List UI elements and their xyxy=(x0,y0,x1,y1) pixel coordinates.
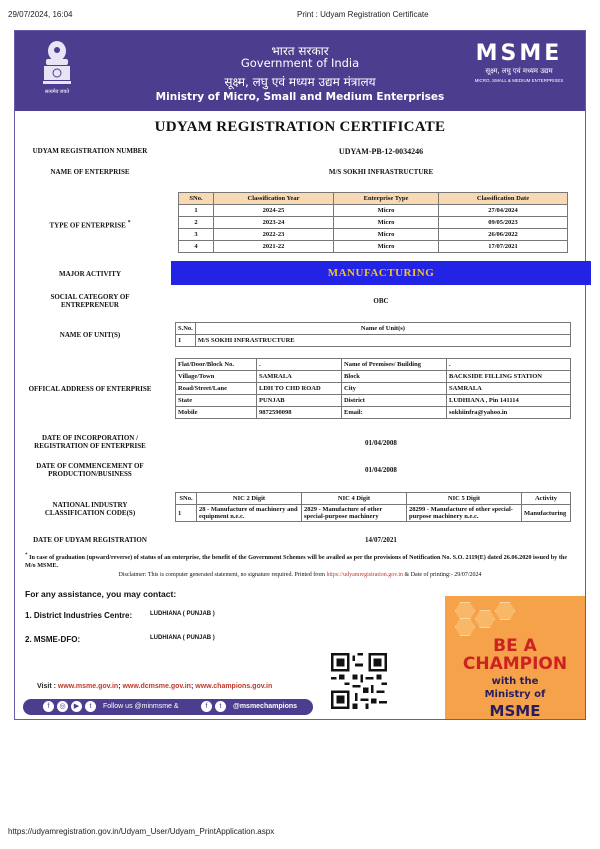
table-header-row xyxy=(176,323,571,335)
col-header: S.No. xyxy=(176,323,196,335)
table-row xyxy=(176,505,571,522)
col-header: NIC 2 Digit xyxy=(197,493,302,505)
type-footnote-mark: * xyxy=(127,220,131,226)
col-header: SNo. xyxy=(179,193,214,205)
enterprise-type-label: TYPE OF ENTERPRISE * xyxy=(49,220,131,230)
dcmsme-link[interactable]: www.dcmsme.gov.in xyxy=(122,683,191,690)
cell: . xyxy=(257,359,342,371)
table-row xyxy=(176,359,571,371)
emblem-caption: सत्यमेव जयते xyxy=(44,90,70,95)
nic-table xyxy=(175,492,571,522)
cell: 9872590098 xyxy=(257,407,342,419)
col-header: Name of Unit(s) xyxy=(195,323,570,335)
msme-logo-hindi: सूक्ष्म, लघु एवं मध्यम उद्यम xyxy=(485,67,553,75)
msme-link[interactable]: www.msme.gov.in xyxy=(57,683,119,690)
cell: Road/Street/Lane xyxy=(176,383,257,395)
print-datetime: 29/07/2024, 16:04 xyxy=(8,10,73,19)
col-header: Classification Year xyxy=(214,193,334,205)
govt-title: Government of India xyxy=(240,56,360,70)
cell: 09/05/2023 xyxy=(439,217,568,229)
champions-handle: @msmechampions xyxy=(233,703,298,710)
dic-value: LUDHIANA ( PUNJAB ) xyxy=(150,611,215,617)
print-footer-url: https://udyamregistration.gov.in/Udyam_User/Udyam_PrintApplication.aspx xyxy=(8,827,275,836)
cell: M/S SOKHI INFRASTRUCTURE xyxy=(195,335,570,347)
youtube-icon[interactable]: ▶ xyxy=(71,701,82,712)
cell: District xyxy=(342,395,447,407)
udyam-date-label: DATE OF UDYAM REGISTRATION xyxy=(33,536,147,544)
cell: . xyxy=(447,359,571,371)
col-header: Enterprise Type xyxy=(334,193,439,205)
cell: Micro xyxy=(334,217,439,229)
cell: Micro xyxy=(334,205,439,217)
champion-promo xyxy=(445,596,585,719)
cell: Block xyxy=(342,371,447,383)
cell: Manufacturing xyxy=(522,505,571,522)
udyam-date-value: 14/07/2021 xyxy=(365,536,397,544)
cell: PUNJAB xyxy=(257,395,342,407)
cell: SAMRALA xyxy=(257,371,342,383)
cell: 28 - Manufacture of machinery and equipment n.e.c. xyxy=(197,505,302,522)
hex-decoration xyxy=(495,602,515,620)
col-header: NIC 5 Digit xyxy=(407,493,522,505)
cell: 2021-22 xyxy=(214,241,334,253)
cell: Flat/Door/Block No. xyxy=(176,359,257,371)
cell: 1 xyxy=(176,505,197,522)
reg-no-label: UDYAM REGISTRATION NUMBER xyxy=(32,147,148,155)
cell: SAMRALA xyxy=(447,383,571,395)
hex-decoration xyxy=(475,610,495,628)
cell: 1 xyxy=(179,205,214,217)
cell: LUDHIANA , Pin 141114 xyxy=(447,395,571,407)
facebook-icon[interactable]: f xyxy=(43,701,54,712)
champions-link[interactable]: www.champions.gov.in xyxy=(195,683,273,690)
table-row xyxy=(176,335,571,347)
dfo-label: 2. MSME-DFO: xyxy=(25,635,81,644)
enterprise-name-label: NAME OF ENTERPRISE xyxy=(50,168,130,176)
cell: Email: xyxy=(342,407,447,419)
cell: 26/06/2022 xyxy=(439,229,568,241)
col-header: SNo. xyxy=(176,493,197,505)
facebook-icon[interactable]: f xyxy=(201,701,212,712)
cell: Name of Premises/ Building xyxy=(342,359,447,371)
table-row xyxy=(176,383,571,395)
cell: City xyxy=(342,383,447,395)
table-header-row xyxy=(179,193,568,205)
table-row xyxy=(176,371,571,383)
cell: Mobile xyxy=(176,407,257,419)
table-row xyxy=(179,241,568,253)
table-row xyxy=(176,395,571,407)
incorporation-value: 01/04/2008 xyxy=(365,439,397,447)
incorporation-label: DATE OF INCORPORATION / REGISTRATION OF ENTERPRISE xyxy=(34,434,146,450)
cell: 3 xyxy=(179,229,214,241)
msme-logo xyxy=(471,41,567,83)
cell: State xyxy=(176,395,257,407)
disclaimer: Disclaimer: This is computer generated statement, no signature required. Printed from https://udyamregistration.gov.in & Date of printing:- 29/07/2024 xyxy=(118,572,482,578)
cell: 2022-23 xyxy=(214,229,334,241)
nic-label: NATIONAL INDUSTRY CLASSIFICATION CODE(S) xyxy=(44,501,136,517)
print-title: Print : Udyam Registration Certificate xyxy=(297,10,429,19)
cell: 2023-24 xyxy=(214,217,334,229)
enterprise-name-value: M/S SOKHI INFRASTRUCTURE xyxy=(328,168,434,176)
units-label: NAME OF UNIT(S) xyxy=(59,331,121,339)
follow-text: Follow us @minmsme & xyxy=(103,703,179,710)
assistance-heading: For any assistance, you may contact: xyxy=(25,589,177,599)
table-row xyxy=(176,407,571,419)
champion-line: MSME xyxy=(489,702,541,719)
units-table xyxy=(175,322,571,347)
cell: 4 xyxy=(179,241,214,253)
graduation-note: * In case of graduation (upward/reverse) of status of an enterprise, the benefit of the Government Schemes will be availed as per the provisions of Notification No. S.O. 2119(E) dated 26.06.2020 issued by the M/o MSME. xyxy=(25,552,568,570)
visit-links: Visit : www.msme.gov.in; www.dcmsme.gov.in; www.champions.gov.in xyxy=(37,683,273,690)
certificate xyxy=(14,30,586,720)
hex-decoration xyxy=(455,618,475,636)
table-row xyxy=(179,205,568,217)
col-header: Activity xyxy=(522,493,571,505)
cell: sokhiinfra@yahoo.in xyxy=(447,407,571,419)
twitter-icon[interactable]: t xyxy=(85,701,96,712)
disclaimer-link[interactable]: https://udyamregistration.gov.in xyxy=(326,572,404,578)
champion-line: Ministry of xyxy=(484,689,546,700)
hindi-govt: भारत सरकार xyxy=(271,44,329,58)
certificate-title: UDYAM REGISTRATION CERTIFICATE xyxy=(154,119,446,135)
twitter-icon[interactable]: t xyxy=(215,701,226,712)
cell: 27/04/2024 xyxy=(439,205,568,217)
commencement-value: 01/04/2008 xyxy=(365,466,397,474)
cell: 28299 - Manufacture of other special-purpose machinery n.e.c. xyxy=(407,505,522,522)
cell: 2 xyxy=(179,217,214,229)
social-category-value: OBC xyxy=(373,297,389,305)
cell: 2829 - Manufacture of other special-purpose machinery xyxy=(302,505,407,522)
table-header-row xyxy=(176,493,571,505)
header-banner xyxy=(15,31,585,111)
cell: 17/07/2021 xyxy=(439,241,568,253)
msme-logo-sub: MICRO, SMALL & MEDIUM ENTERPRISES xyxy=(474,78,564,83)
ministry-title: Ministry of Micro, Small and Medium Enterprises xyxy=(155,91,445,103)
major-activity-label: MAJOR ACTIVITY xyxy=(58,270,122,278)
commencement-label: DATE OF COMMENCEMENT OF PRODUCTION/BUSINESS xyxy=(36,462,144,478)
dfo-value: LUDHIANA ( PUNJAB ) xyxy=(150,635,215,641)
champion-line: BE A xyxy=(493,636,537,656)
champion-line: with the xyxy=(491,676,539,687)
classification-table xyxy=(178,192,568,253)
cell: 2024-25 xyxy=(214,205,334,217)
hindi-ministry: सूक्ष्म, लघु एवं मध्यम उद्यम मंत्रालय xyxy=(224,75,376,89)
cell: Micro xyxy=(334,229,439,241)
cell: 1 xyxy=(176,335,196,347)
dic-label: 1. District Industries Centre: xyxy=(25,611,133,620)
cell: LDH TO CHD ROAD xyxy=(257,383,342,395)
champion-line: CHAMPION xyxy=(462,654,568,674)
msme-logo-word: MSME xyxy=(475,41,563,66)
cell: Village/Town xyxy=(176,371,257,383)
hex-decoration xyxy=(455,602,475,620)
address-table xyxy=(175,358,571,419)
major-activity-value: MANUFACTURING xyxy=(171,261,591,285)
col-header: NIC 4 Digit xyxy=(302,493,407,505)
reg-no-value: UDYAM-PB-12-0034246 xyxy=(338,147,424,156)
address-label: OFFICAL ADDRESS OF ENTERPRISE xyxy=(28,385,152,393)
col-header: Classification Date xyxy=(439,193,568,205)
social-category-label: SOCIAL CATEGORY OF ENTREPRENEUR xyxy=(50,293,130,309)
table-row xyxy=(179,229,568,241)
cell: Micro xyxy=(334,241,439,253)
qr-code-icon xyxy=(331,653,387,709)
social-bar xyxy=(23,699,313,715)
cell: BACKSIDE FILLING STATION xyxy=(447,371,571,383)
table-row xyxy=(179,217,568,229)
instagram-icon[interactable]: ◎ xyxy=(57,701,68,712)
